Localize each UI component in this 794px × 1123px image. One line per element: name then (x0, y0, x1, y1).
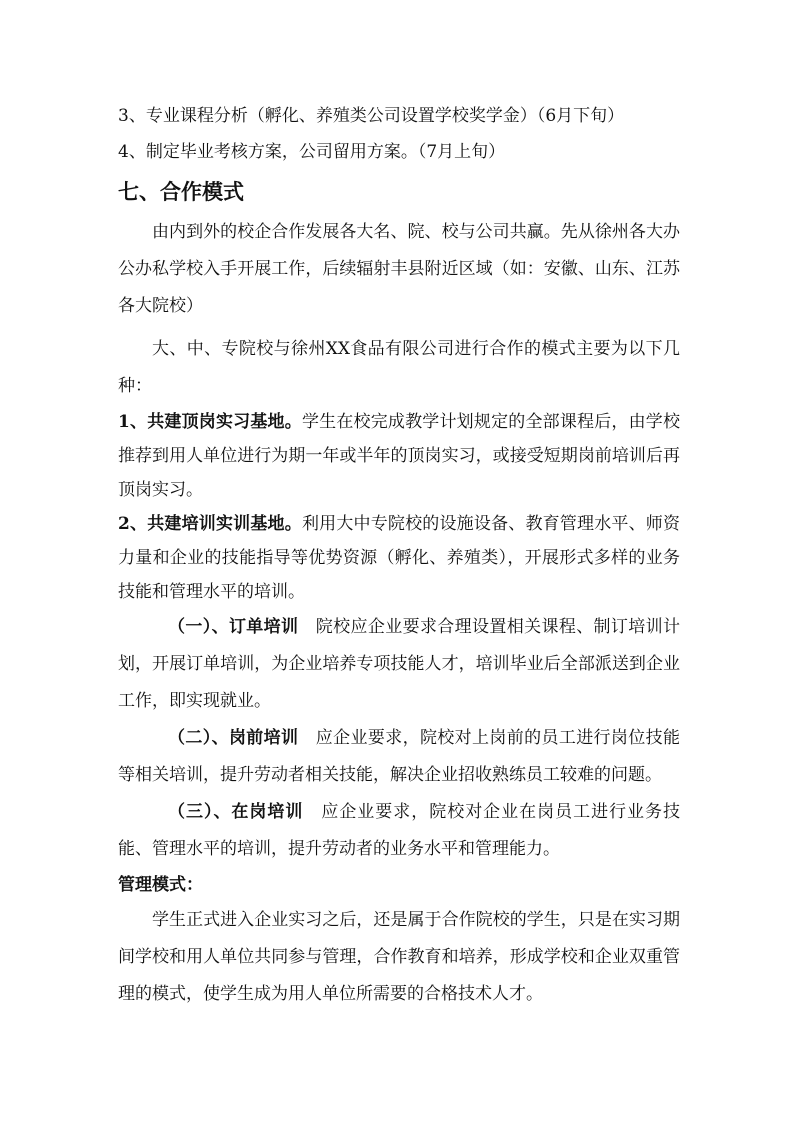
mode-2-paragraph (118, 507, 680, 609)
mode-1-title: 1、共建顶岗实习基地。 (118, 412, 302, 432)
mode-2-title: 2、共建培训实训基地。 (118, 514, 302, 534)
sub-1-paragraph (118, 609, 680, 720)
intro-paragraph-1: 由内到外的校企合作发展各大名、院、校与公司共赢。先从徐州各大办公办私学校入手开展工作，后续辐射丰县附近区域（如：安徽、山东、江苏各大院校） (118, 222, 680, 316)
mode-1-paragraph (118, 405, 680, 507)
section-heading: 七、合作模式 (118, 179, 244, 204)
sub-2-text: 应企业要求，院校对上岗前的员工进行岗位技能等相关培训，提升劳动者相关技能，解决企业招收熟练员工较难的问题。 (118, 728, 681, 785)
intro-paragraph-2: 大、中、专院校与徐州XX食品有限公司进行合作的模式主要为以下几种： (118, 339, 680, 396)
sub-2-title: （二）、岗前培训 (168, 728, 299, 748)
mode-1-text: 学生在校完成教学计划规定的全部课程后，由学校推荐到用人单位进行为期一年或半年的顶岗实习，或接受短期岗前培训后再顶岗实习。 (118, 412, 680, 500)
sub-2-paragraph (118, 720, 680, 794)
sub-1-title: （一）、订单培训 (168, 617, 299, 637)
document-page (118, 98, 680, 1013)
sub-3-paragraph (118, 794, 680, 868)
management-title: 管理模式： (118, 875, 203, 895)
management-paragraph: 学生正式进入企业实习之后，还是属于合作院校的学生，只是在实习期间学校和用人单位共同参与管理，合作教育和培养，形成学校和企业双重管理的模式，使学生成为用人单位所需要的合格技术人才。 (118, 910, 680, 1004)
management-title-line (118, 868, 680, 902)
list-item-4: 4、制定毕业考核方案，公司留用方案。（7月上旬） (118, 142, 506, 162)
sub-3-title: （三）、在岗培训 (168, 802, 304, 822)
sub-1-text: 院校应企业要求合理设置相关课程、制订培训计划，开展订单培训，为企业培养专项技能人才，培训毕业后全部派送到企业工作，即实现就业。 (118, 617, 681, 711)
mode-2-text: 利用大中专院校的设施设备、教育管理水平、师资力量和企业的技能指导等优势资源（孵化、养殖类），开展形式多样的业务技能和管理水平的培训。 (118, 514, 680, 602)
list-item-3: 3、专业课程分析（孵化、养殖类公司设置学校奖学金）（6月下旬） (118, 106, 625, 126)
sub-3-text: 应企业要求，院校对企业在岗员工进行业务技能、管理水平的培训，提升劳动者的业务水平和管理能力。 (118, 802, 681, 859)
